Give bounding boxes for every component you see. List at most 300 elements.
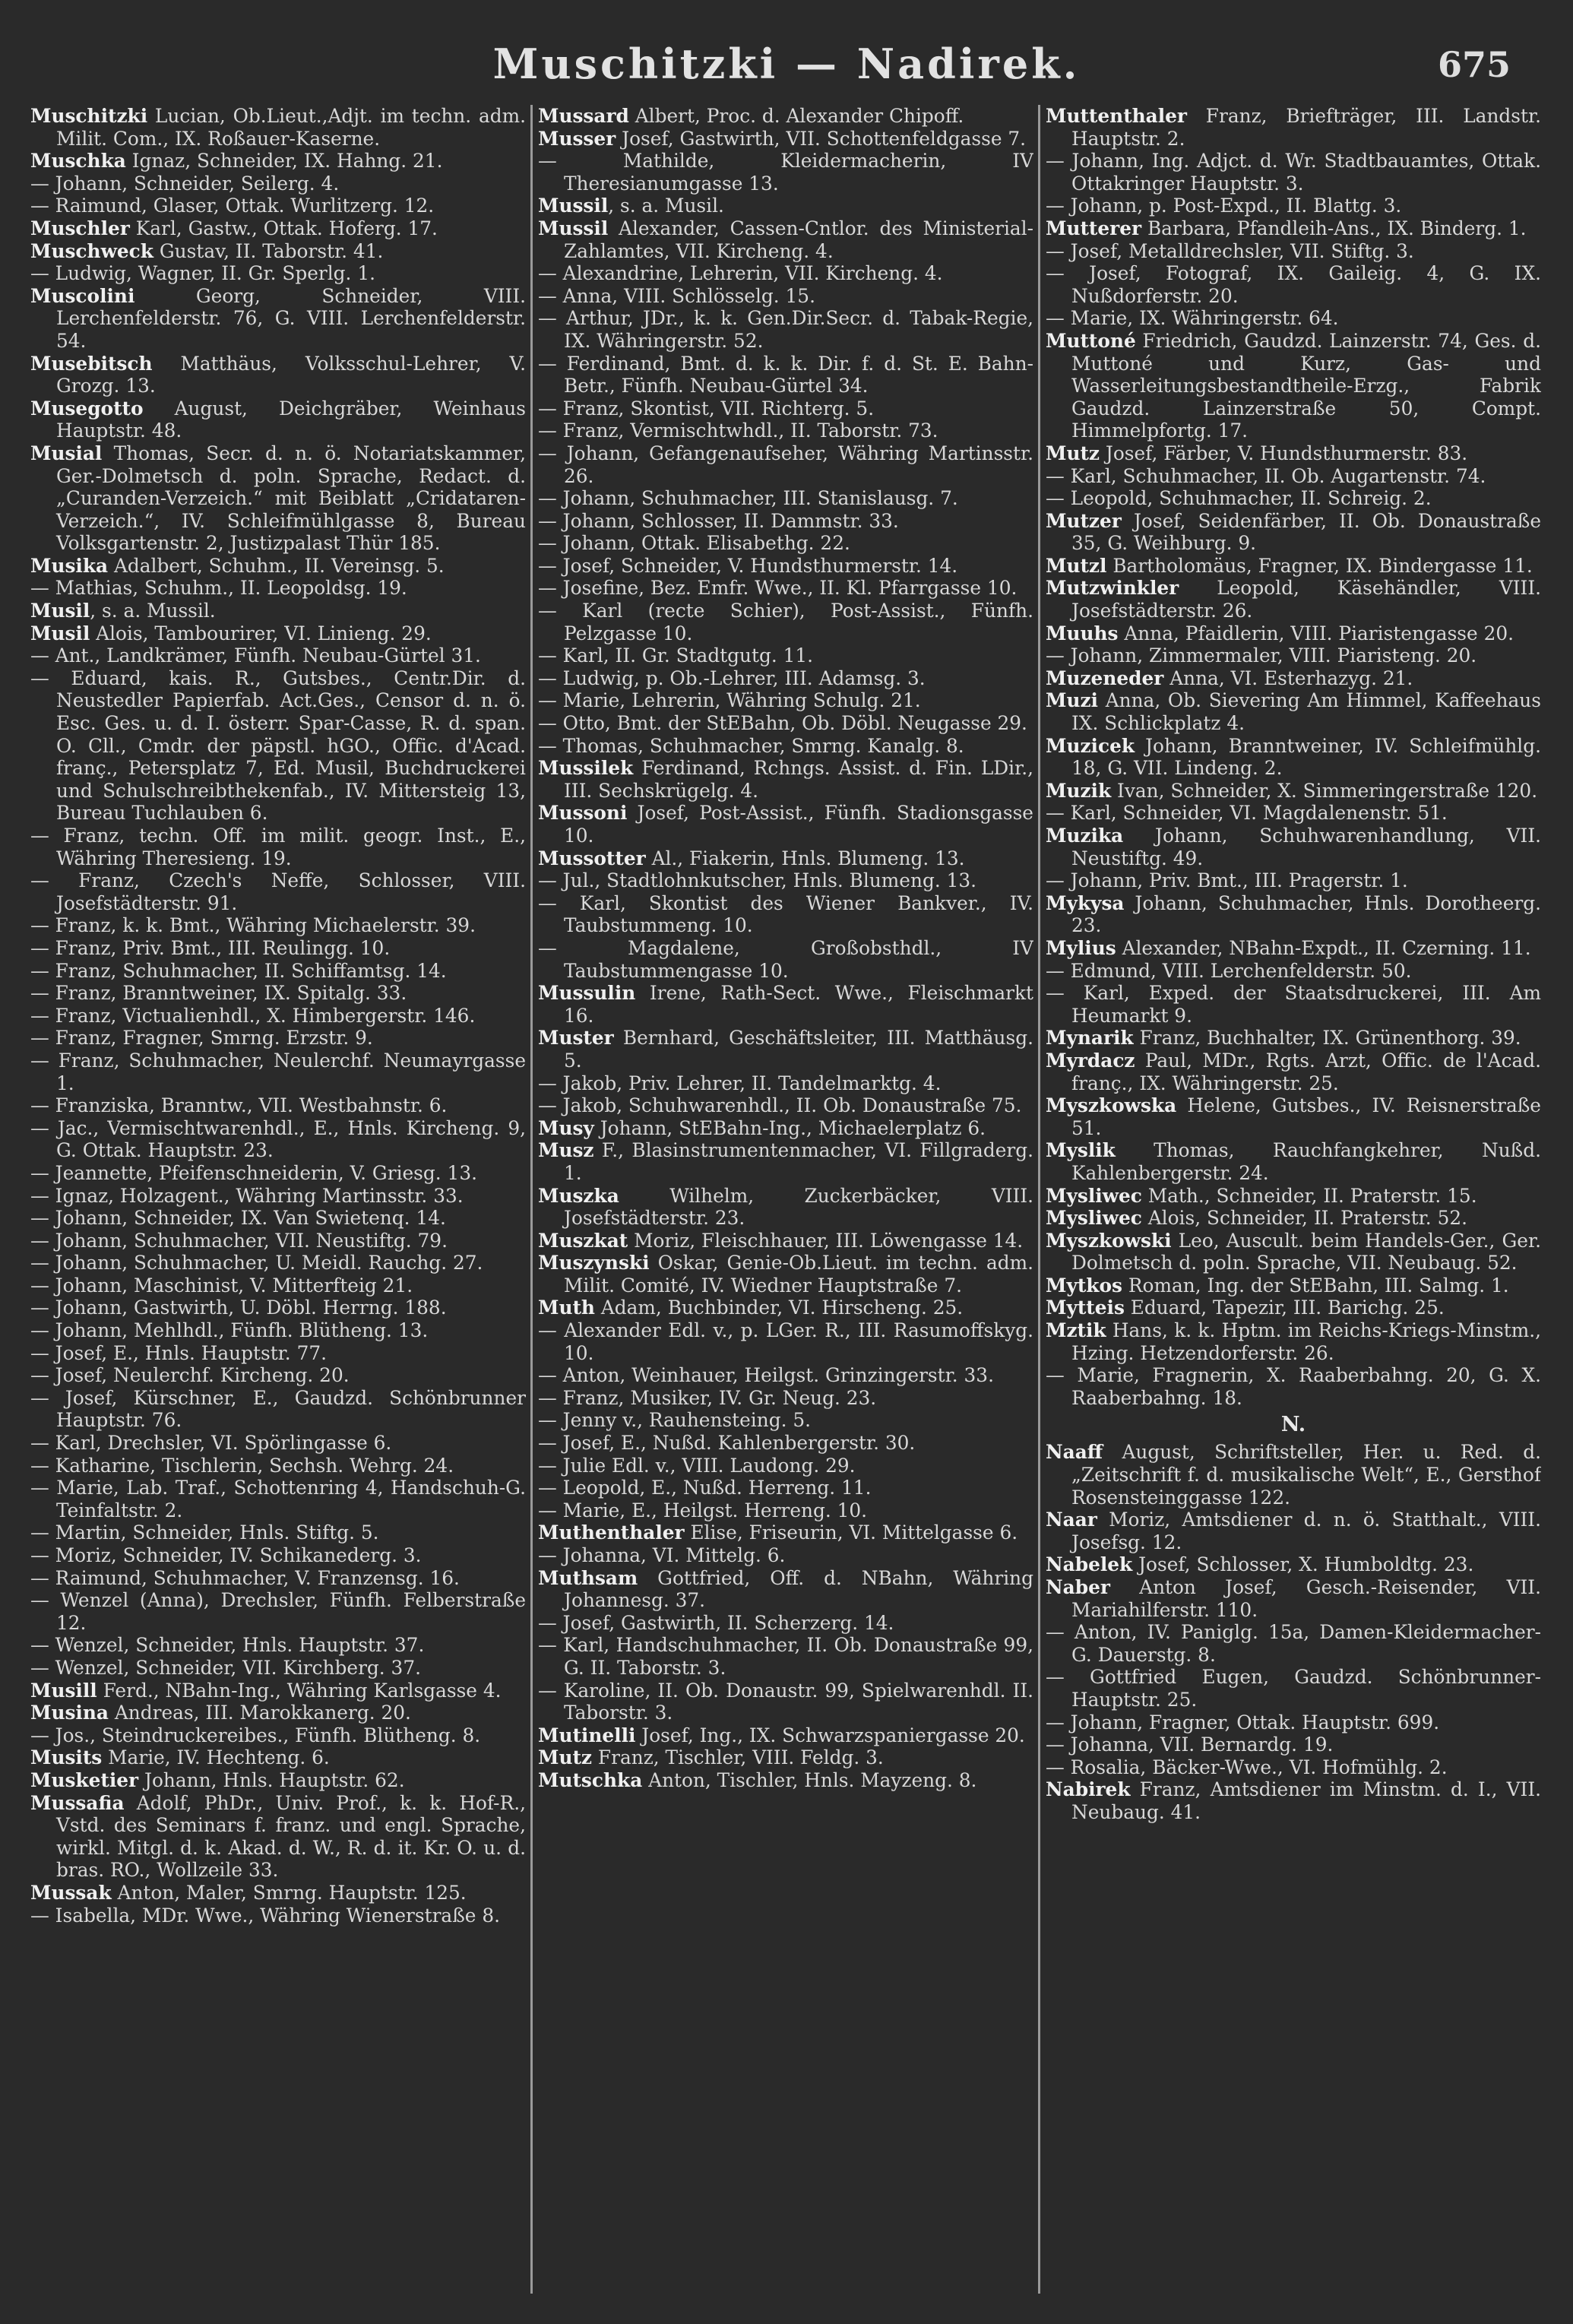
entry-details: — Josefine, Bez. Emfr. Wwe., II. Kl. Pfarrgasse 10. (538, 577, 1018, 600)
entry-surname: Myrdacz (1046, 1049, 1135, 1072)
directory-entry (30, 1297, 526, 1319)
directory-entry (1046, 1509, 1541, 1553)
entry-surname: Mylius (1046, 936, 1116, 959)
directory-entry (30, 442, 526, 555)
directory-entry (30, 1567, 526, 1590)
directory-entry (30, 1521, 526, 1544)
entry-surname: Mussilek (538, 757, 634, 780)
directory-entry (1046, 780, 1541, 803)
entry-details: Ferdinand, Rchngs. Assist. d. Fin. LDir., III. Sechskrügelg. 4. (564, 757, 1033, 802)
entry-details: Friedrich, Gaudzd. Lainzerstr. 74, Ges. d. Muttoné und Kurz, Gas- und Wasserleitungsbestandtheile-Erzg., Fabrik Gaudzd. Lainzerstraße 50, Compt. Himmelpfortg. 17. (1071, 329, 1541, 442)
directory-entry (30, 1274, 526, 1297)
directory-entry (30, 1230, 526, 1252)
directory-entry (538, 195, 1033, 217)
directory-entry (1046, 892, 1541, 937)
entry-details: — Franz, Skontist, VII. Richterg. 5. (538, 397, 875, 420)
directory-entry (1046, 1139, 1541, 1184)
directory-entry (538, 1387, 1033, 1410)
directory-entry (30, 1544, 526, 1567)
entry-details: — Johann, Mehlhdl., Fünfh. Blütheng. 13. (30, 1319, 429, 1342)
directory-entry (538, 1680, 1033, 1724)
directory-entry (30, 262, 526, 285)
column-divider (530, 105, 533, 2294)
directory-entry (30, 1207, 526, 1230)
directory-entry (30, 1252, 526, 1274)
entry-details: — Johann, Schuhmacher, VII. Neustiftg. 79. (30, 1229, 448, 1252)
entry-surname: Nabelek (1046, 1553, 1133, 1576)
directory-entry (538, 442, 1033, 487)
column-divider (1038, 105, 1040, 2294)
directory-entry (1046, 1666, 1541, 1711)
directory-entry (538, 667, 1033, 690)
directory-entry (30, 1680, 526, 1702)
entry-details: Leopold, Käsehändler, VIII. Josefstädterstr. 26. (1071, 577, 1541, 622)
entry-details: — Ant., Landkrämer, Fünfh. Neubau-Gürtel 31. (30, 644, 481, 667)
entry-details: Johann, Branntweiner, IV. Schleifmühlg. 18, G. VII. Lindeng. 2. (1071, 734, 1541, 780)
directory-entry (538, 757, 1033, 802)
directory-entry (538, 802, 1033, 847)
directory-entry (538, 1072, 1033, 1095)
entry-details: Anna, Pfaidlerin, VIII. Piaristengasse 20. (1118, 622, 1514, 644)
entry-details: — Alexander Edl. v., p. LGer. R., III. Rasumoffskyg. 10. (538, 1319, 1033, 1364)
entry-details: Anton, Tischler, Hnls. Mayzeng. 8. (642, 1768, 977, 1791)
directory-entry (1046, 1621, 1541, 1666)
entry-details: Johann, Schuhmacher, Hnls. Dorotheerg. 23. (1071, 891, 1541, 937)
directory-entry (1046, 1094, 1541, 1139)
entry-surname: Musebitsch (30, 352, 153, 375)
directory-entry (30, 937, 526, 960)
entry-surname: Nabirek (1046, 1778, 1131, 1801)
entry-details: — Johann, Gastwirth, U. Döbl. Herrng. 188. (30, 1297, 447, 1319)
entry-details: — Mathias, Schuhm., II. Leopoldsg. 19. (30, 577, 407, 600)
entry-details: — Magdalene, Großobsthdl., IV Taubstummengasse 10. (538, 936, 1033, 982)
entry-details: — Ludwig, Wagner, II. Gr. Sperlg. 1. (30, 262, 375, 285)
directory-entry (1046, 262, 1541, 307)
entry-details: — Franz, Czech's Neffe, Schlosser, VIII. Josefstädterstr. 91. (30, 869, 526, 914)
entry-details: Franz, Amtsdiener im Minstm. d. I., VII. Neubaug. 41. (1071, 1778, 1541, 1823)
entry-surname: Myszkowska (1046, 1094, 1177, 1117)
directory-entry (1046, 1185, 1541, 1208)
entry-surname: Mutzwinkler (1046, 577, 1179, 600)
directory-entry (538, 353, 1033, 397)
entry-details: Adolf, PhDr., Univ. Prof., k. k. Hof-R., Vstd. des Seminars f. franz. und engl. Sprache, wirkl. Mitgl. d. k. Akad. d. W., R. d. it. Kr. O. u. d. bras. RO., Wollzeile 33. (56, 1791, 526, 1882)
entry-surname: Muzika (1046, 825, 1124, 847)
directory-entry (1046, 1778, 1541, 1823)
directory-entry (30, 240, 526, 263)
directory-entry (1046, 802, 1541, 825)
directory-entry (30, 1724, 526, 1747)
directory-entry (1046, 1441, 1541, 1509)
entry-details: Gottfried, Off. d. NBahn, Währing Johannesg. 37. (564, 1566, 1033, 1612)
entry-details: Moriz, Fleischhauer, III. Löwengasse 14. (628, 1229, 1024, 1252)
entry-surname: Naber (1046, 1576, 1110, 1598)
entry-surname: Myszkowski (1046, 1229, 1172, 1252)
directory-entry (538, 487, 1033, 510)
directory-entry (538, 420, 1033, 442)
entry-details: — Marie, Lehrerin, Währing Schulg. 21. (538, 689, 921, 712)
section-heading: N. (1280, 1413, 1306, 1437)
entry-details: Moriz, Amtsdiener d. n. ö. Statthalt., VIII. Josefsg. 12. (1071, 1509, 1541, 1553)
columns (30, 105, 1546, 2301)
entry-details: — Johanna, VI. Mittelg. 6. (538, 1544, 786, 1566)
entry-surname: Muzeneder (1046, 666, 1164, 689)
entry-surname: Mztik (1046, 1319, 1106, 1342)
entry-details: Johann, Schuhwarenhandlung, VII. Neustiftg. 49. (1071, 825, 1541, 869)
entry-surname: Mussil (538, 217, 609, 239)
entry-details: — Marie, IX. Währingerstr. 64. (1046, 307, 1339, 330)
entry-surname: Mutterer (1046, 217, 1142, 239)
entry-surname: Muzik (1046, 779, 1112, 802)
entry-details: Franz, Briefträger, III. Landstr. Hauptstr. 2. (1071, 105, 1541, 150)
directory-entry (1046, 150, 1541, 195)
directory-entry (538, 1477, 1033, 1499)
directory-entry (1046, 1553, 1541, 1576)
entry-details: Roman, Ing. der StEBahn, III. Salmg. 1. (1122, 1274, 1509, 1297)
directory-entry (538, 1521, 1033, 1544)
column-1 (30, 105, 526, 2301)
directory-entry (1046, 1364, 1541, 1409)
directory-entry (1046, 982, 1541, 1027)
directory-entry (30, 667, 526, 825)
entry-details: , s. a. Musil. (608, 195, 724, 217)
entry-details: — Wenzel, Schneider, Hnls. Hauptstr. 37. (30, 1634, 425, 1657)
directory-entry (538, 644, 1033, 667)
directory-entry (538, 847, 1033, 870)
entry-surname: Musil (30, 600, 90, 622)
entry-details: — Jul., Stadtlohnkutscher, Hnls. Blumeng. 13. (538, 869, 977, 892)
directory-entry (30, 1702, 526, 1724)
entry-surname: Muster (538, 1027, 614, 1050)
entry-surname: Mussard (538, 105, 629, 127)
directory-entry (1046, 465, 1541, 488)
entry-details: — Johann, Gefangenaufseher, Währing Martinsstr. 26. (538, 442, 1033, 487)
entry-surname: Mynarik (1046, 1027, 1134, 1050)
entry-details: Franz, Buchhalter, IX. Grünenthorg. 39. (1133, 1027, 1521, 1050)
directory-entry (1046, 105, 1541, 150)
directory-entry (30, 1342, 526, 1365)
directory-entry (538, 510, 1033, 533)
directory-entry (30, 1746, 526, 1769)
directory-entry (30, 825, 526, 869)
directory-entry (30, 397, 526, 442)
directory-entry (538, 577, 1033, 600)
entry-details: — Leopold, E., Nußd. Herreng. 11. (538, 1477, 872, 1499)
entry-details: — Johann, Priv. Bmt., III. Pragerstr. 1. (1046, 869, 1408, 892)
directory-entry (538, 1567, 1033, 1612)
directory-entry (30, 1769, 526, 1792)
directory-entry (538, 128, 1033, 150)
entry-details: Math., Schneider, II. Praterstr. 15. (1141, 1184, 1477, 1207)
entry-details: — Karl, Schneider, VI. Magdalenenstr. 51. (1046, 802, 1448, 825)
entry-details: — Karl, Handschuhmacher, II. Ob. Donaustraße 99, G. II. Taborstr. 3. (538, 1634, 1033, 1679)
entry-details: — Jac., Vermischtwarenhdl., E., Hnls. Kircheng. 9, G. Ottak. Hauptstr. 23. (30, 1116, 526, 1162)
entry-surname: Mutschka (538, 1768, 643, 1791)
entry-details: — Johann, Ottak. Elisabethg. 22. (538, 532, 850, 555)
directory-entry (1046, 622, 1541, 645)
column-2 (538, 105, 1033, 2301)
directory-entry (538, 1252, 1033, 1297)
entry-details: — Franz, Victualienhdl., X. Himbergerstr. 146. (30, 1004, 476, 1027)
entry-surname: Mutz (1046, 442, 1100, 464)
entry-details: Lucian, Ob.Lieut.,Adjt. im techn. adm. Milit. Com., IX. Roßauer-Kaserne. (56, 105, 526, 150)
entry-surname: Mussulin (538, 982, 636, 1005)
entry-details: — Jakob, Schuhwarenhdl., II. Ob. Donaustraße 75. (538, 1094, 1022, 1117)
directory-entry (30, 217, 526, 240)
entry-details: Marie, IV. Hechteng. 6. (102, 1746, 330, 1769)
entry-surname: Musy (538, 1116, 594, 1139)
directory-entry (538, 937, 1033, 982)
entry-details: Anton, Maler, Smrng. Hauptstr. 125. (111, 1881, 467, 1904)
entry-details: — Martin, Schneider, Hnls. Stiftg. 5. (30, 1521, 379, 1544)
page-header (0, 40, 1573, 100)
entry-surname: Mutzer (1046, 509, 1122, 532)
entry-details: — Franz, Fragner, Smrng. Erzstr. 9. (30, 1027, 373, 1050)
entry-surname: Musegotto (30, 397, 144, 420)
directory-entry (1046, 195, 1541, 217)
column-3 (1046, 105, 1541, 2301)
directory-entry (30, 1792, 526, 1882)
entry-details: Adam, Buchbinder, VI. Hirscheng. 25. (594, 1297, 964, 1319)
entry-surname: Mysliwec (1046, 1207, 1142, 1230)
directory-entry (30, 600, 526, 622)
entry-surname: Myslik (1046, 1139, 1116, 1162)
directory-entry (538, 689, 1033, 712)
entry-surname: Muschitzki (30, 105, 148, 127)
entry-surname: Musika (30, 554, 109, 577)
entry-details: — Alexandrine, Lehrerin, VII. Kircheng. 4. (538, 262, 943, 285)
entry-details: Josef, Ing., IX. Schwarzspaniergasse 20. (635, 1724, 1025, 1746)
entry-details: — Thomas, Schuhmacher, Smrng. Kanalg. 8. (538, 734, 964, 757)
directory-entry (30, 353, 526, 397)
directory-entry (538, 1185, 1033, 1230)
entry-details: — Josef, Metalldrechsler, VII. Stiftg. 3. (1046, 239, 1414, 262)
entry-details: Irene, Rath-Sect. Wwe., Fleischmarkt 16. (564, 982, 1033, 1027)
entry-details: — Johann, Schneider, Seilerg. 4. (30, 172, 340, 195)
directory-entry (1046, 1756, 1541, 1779)
entry-details: — Karl, II. Gr. Stadtgutg. 11. (538, 644, 814, 667)
directory-entry (538, 1612, 1033, 1635)
entry-surname: Mutzl (1046, 554, 1107, 577)
directory-entry (30, 1432, 526, 1455)
entry-details: — Karoline, II. Ob. Donaustr. 99, Spielwarenhdl. II. Taborstr. 3. (538, 1679, 1033, 1724)
directory-entry (538, 1455, 1033, 1477)
entry-details: Josef, Gastwirth, VII. Schottenfeldgasse 7. (616, 127, 1027, 150)
directory-entry (30, 150, 526, 173)
directory-entry (30, 1005, 526, 1027)
directory-entry (1046, 869, 1541, 892)
entry-details: — Wenzel (Anna), Drechsler, Fünfh. Felberstraße 12. (30, 1589, 526, 1634)
entry-details: Josef, Färber, V. Hundsthurmerstr. 83. (1100, 442, 1468, 464)
directory-entry (538, 1499, 1033, 1522)
entry-details: Alexander, NBahn-Expdt., II. Czerning. 11. (1116, 936, 1531, 959)
entry-details: Elise, Friseurin, VI. Mittelgasse 6. (684, 1521, 1018, 1544)
entry-surname: Muschler (30, 217, 130, 239)
entry-details: — Raimund, Glaser, Ottak. Wurlitzerg. 12. (30, 195, 435, 217)
entry-surname: Muszynski (538, 1252, 650, 1274)
entry-details: — Franz, techn. Off. im milit. geogr. Inst., E., Währing Theresieng. 19. (30, 825, 526, 869)
directory-entry (30, 1050, 526, 1094)
entry-details: Josef, Schlosser, X. Humboldtg. 23. (1132, 1553, 1474, 1576)
entry-details: — Jenny v., Rauhensteing. 5. (538, 1409, 812, 1432)
entry-details: — Josef, Gastwirth, II. Scherzerg. 14. (538, 1611, 894, 1634)
entry-details: Barbara, Pfandleih-Ans., IX. Binderg. 1. (1141, 217, 1527, 239)
directory-entry (1046, 937, 1541, 960)
directory-entry (1046, 1319, 1541, 1364)
entry-details: — Franz, k. k. Bmt., Währing Michaelerstr. 39. (30, 914, 476, 937)
entry-surname: Muttoné (1046, 329, 1136, 352)
directory-entry (538, 869, 1033, 892)
entry-details: — Johann, Zimmermaler, VIII. Piaristeng. 20. (1046, 644, 1477, 667)
directory-entry (538, 1432, 1033, 1455)
entry-surname: Muth (538, 1297, 595, 1319)
directory-entry (538, 1364, 1033, 1387)
directory-entry (30, 1904, 526, 1927)
entry-surname: Mussak (30, 1881, 112, 1904)
entry-details: — Moriz, Schneider, IV. Schikanederg. 3. (30, 1544, 422, 1566)
entry-details: Ignaz, Schneider, IX. Hahng. 21. (125, 150, 443, 173)
entry-details: Al., Fiakerin, Hnls. Blumeng. 13. (645, 847, 965, 869)
entry-details: — Raimund, Schuhmacher, V. Franzensg. 16. (30, 1566, 460, 1589)
entry-surname: Naaff (1046, 1441, 1103, 1464)
directory-entry (538, 262, 1033, 285)
entry-details: — Rosalia, Bäcker-Wwe., VI. Hofmühlg. 2. (1046, 1756, 1448, 1778)
directory-entry (30, 1882, 526, 1904)
directory-entry (1046, 644, 1541, 667)
directory-entry (538, 600, 1033, 644)
directory-entry (538, 1409, 1033, 1432)
directory-entry (538, 217, 1033, 262)
directory-entry (1046, 217, 1541, 240)
entry-details: — Anna, VIII. Schlösselg. 15. (538, 284, 815, 307)
entry-details: Alois, Schneider, II. Praterstr. 52. (1141, 1207, 1468, 1230)
entry-details: Bartholomäus, Fragner, IX. Bindergasse 11. (1106, 554, 1533, 577)
directory-entry (538, 1094, 1033, 1117)
entry-details: F., Blasinstrumentenmacher, VI. Fillgraderg. 1. (564, 1139, 1033, 1184)
entry-details: — Johanna, VII. Bernardg. 19. (1046, 1734, 1334, 1756)
entry-details: — Josef, Fotograf, IX. Gaileig. 4, G. IX. Nußdorferstr. 20. (1046, 262, 1541, 307)
directory-entry (1046, 960, 1541, 983)
entry-details: — Marie, Lab. Traf., Schottenring 4, Handschuh-G. Teinfaltstr. 2. (30, 1477, 526, 1521)
entry-surname: Muzicek (1046, 734, 1135, 757)
entry-surname: Musial (30, 442, 103, 464)
directory-entry (1046, 689, 1541, 734)
entry-details: — Johann, Fragner, Ottak. Hauptstr. 699. (1046, 1711, 1440, 1734)
entry-surname: Muscolini (30, 284, 135, 307)
entry-surname: Musketier (30, 1768, 139, 1791)
entry-surname: Mutz (538, 1746, 593, 1769)
directory-entry (30, 1364, 526, 1387)
entry-surname: Muuhs (1046, 622, 1119, 644)
entry-details: — Ferdinand, Bmt. d. k. k. Dir. f. d. St. E. Bahn-Betr., Fünfh. Neubau-Gürtel 34. (538, 352, 1033, 397)
entry-details: — Anton, Weinhauer, Heilgst. Grinzingerstr. 33. (538, 1364, 994, 1387)
entry-surname: Muschka (30, 150, 126, 173)
entry-details: — Josef, Neulerchf. Kircheng. 20. (30, 1364, 350, 1387)
directory-entry (538, 532, 1033, 555)
entry-details: — Johann, Schneider, IX. Van Swietenq. 14. (30, 1207, 446, 1230)
directory-entry (1046, 1027, 1541, 1050)
directory-entry (1046, 442, 1541, 465)
entry-details: — Johann, Ing. Adjct. d. Wr. Stadtbauamtes, Ottak. Ottakringer Hauptstr. 3. (1046, 150, 1541, 195)
entry-details: Eduard, Tapezir, III. Barichg. 25. (1124, 1297, 1445, 1319)
entry-details: — Franz, Priv. Bmt., III. Reulingg. 10. (30, 936, 391, 959)
entry-details: Anna, VI. Esterhazyg. 21. (1163, 666, 1413, 689)
entry-details: Albert, Proc. d. Alexander Chipoff. (628, 105, 964, 127)
directory-entry (538, 1297, 1033, 1319)
directory-entry (30, 1657, 526, 1680)
directory-entry (538, 982, 1033, 1027)
entry-surname: Naar (1046, 1509, 1097, 1531)
entry-details: Karl, Gastw., Ottak. Hoferg. 17. (129, 217, 438, 239)
entry-details: — Julie Edl. v., VIII. Laudong. 29. (538, 1454, 856, 1477)
entry-surname: Muttenthaler (1046, 105, 1188, 127)
entry-details: Anton Josef, Gesch.-Reisender, VII. Mariahilferstr. 110. (1071, 1576, 1541, 1621)
entry-details: Ivan, Schneider, X. Simmeringerstraße 120. (1111, 779, 1538, 802)
directory-entry (30, 622, 526, 645)
entry-details: — Jeannette, Pfeifenschneiderin, V. Griesg. 13. (30, 1161, 477, 1184)
entry-details: Ferd., NBahn-Ing., Währing Karlsgasse 4. (97, 1679, 502, 1702)
entry-details: — Johann, p. Post-Expd., II. Blattg. 3. (1046, 195, 1402, 217)
entry-details: Hans, k. k. Hptm. im Reichs-Kriegs-Minstm., Hzing. Hetzendorferstr. 26. (1071, 1319, 1541, 1364)
entry-details: Bernhard, Geschäftsleiter, III. Matthäusg. 5. (564, 1027, 1033, 1072)
directory-entry (30, 577, 526, 600)
directory-entry (30, 285, 526, 353)
entry-details: — Karl, Exped. der Staatsdruckerei, III. Am Heumarkt 9. (1046, 982, 1541, 1027)
entry-details: — Jos., Steindruckereibes., Fünfh. Blütheng. 8. (30, 1724, 481, 1746)
entry-details: Georg, Schneider, VIII. Lerchenfelderstr. 76, G. VIII. Lerchenfelderstr. 54. (56, 284, 526, 352)
entry-details: Josef, Post-Assist., Fünfh. Stadionsgasse 10. (564, 802, 1033, 847)
directory-entry (538, 150, 1033, 195)
entry-details: — Ludwig, p. Ob.-Lehrer, III. Adamsg. 3. (538, 666, 926, 689)
directory-entry (538, 307, 1033, 352)
entry-details: Adalbert, Schuhm., II. Vereinsg. 5. (108, 554, 445, 577)
entry-surname: Mykysa (1046, 891, 1125, 914)
directory-entry (538, 555, 1033, 578)
directory-entry (1046, 1274, 1541, 1297)
entry-details: August, Schriftsteller, Her. u. Red. d. „Zeitschrift f. d. musikalische Welt“, E., Gersthof Rosensteinggasse 122. (1071, 1441, 1541, 1509)
directory-entry (538, 892, 1033, 937)
entry-details: — Otto, Bmt. der StEBahn, Ob. Döbl. Neugasse 29. (538, 712, 1027, 735)
entry-surname: Musser (538, 127, 616, 150)
entry-details: Anna, Ob. Sievering Am Himmel, Kaffeehaus IX. Schlickplatz 4. (1071, 689, 1541, 735)
entry-surname: Musits (30, 1746, 103, 1769)
entry-details: — Johann, Schuhmacher, III. Stanislausg. 7. (538, 487, 958, 510)
directory-entry (1046, 1734, 1541, 1756)
page-number: 675 (1437, 44, 1511, 85)
entry-details: — Ignaz, Holzagent., Währing Martinsstr. 33. (30, 1184, 464, 1207)
entry-details: — Marie, Fragnerin, X. Raaberbahng. 20, G. X. Raaberbahng. 18. (1046, 1364, 1541, 1409)
directory-entry (1046, 667, 1541, 690)
directory-entry (1046, 1711, 1541, 1734)
entry-details: — Franz, Schuhmacher, Neulerchf. Neumayrgasse 1. (30, 1049, 526, 1094)
directory-entry (1046, 240, 1541, 263)
entry-details: — Franz, Branntweiner, IX. Spitalg. 33. (30, 982, 407, 1005)
entry-surname: Muszkat (538, 1229, 628, 1252)
directory-entry (30, 1589, 526, 1634)
entry-surname: Musill (30, 1679, 97, 1702)
directory-entry (538, 1634, 1033, 1679)
entry-details: Leo, Auscult. beim Handels-Ger., Ger. Dolmetsch d. poln. Sprache, VII. Neubaug. 52. (1071, 1229, 1541, 1274)
entry-details: — Gottfried Eugen, Gaudzd. Schönbrunner-Hauptstr. 25. (1046, 1666, 1541, 1711)
directory-entry (1046, 825, 1541, 869)
entry-details: Oskar, Genie-Ob.Lieut. im techn. adm. Milit. Comité, IV. Wiedner Hauptstraße 7. (564, 1252, 1033, 1297)
directory-entry (1046, 487, 1541, 510)
directory-entry (538, 105, 1033, 128)
entry-details: — Franz, Schuhmacher, II. Schiffamtsg. 14. (30, 959, 447, 982)
directory-entry (30, 1162, 526, 1185)
entry-details: — Isabella, MDr. Wwe., Währing Wienerstraße 8. (30, 1904, 500, 1927)
directory-entry (30, 1117, 526, 1162)
entry-details: — Franz, Musiker, IV. Gr. Neug. 23. (538, 1386, 877, 1409)
